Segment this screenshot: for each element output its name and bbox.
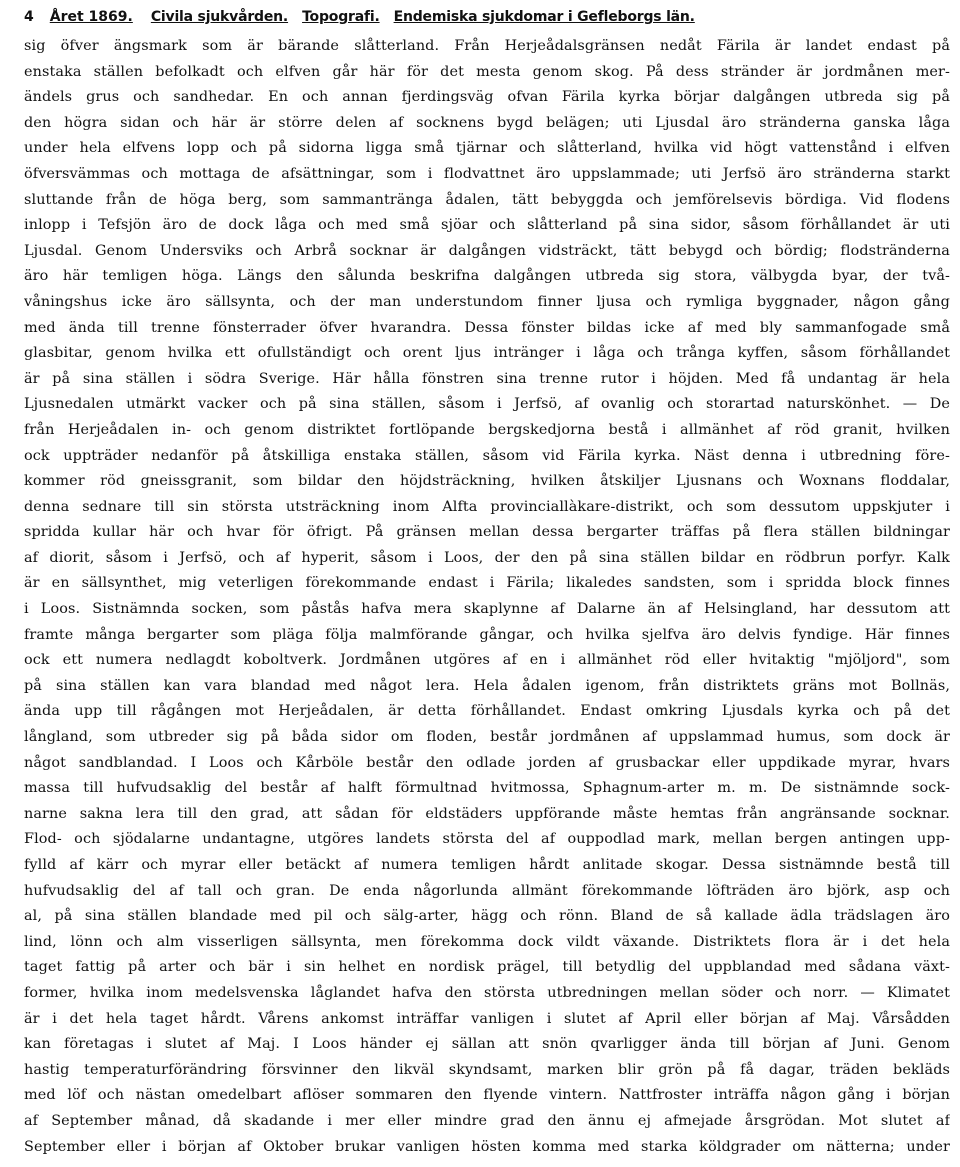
text-line: taget fattig på arter och bär i sin helhet en nordisk prägel, till betydlig del uppblandad med sådana växt-	[24, 959, 950, 976]
text-line: med löf och nästan omedelbart aflöser sommaren den flyende vintern. Nattfroster inträffa någon gång i början	[24, 1087, 950, 1104]
text-line: af diorit, såsom i Jerfsö, och af hyperit, såsom i Loos, der den på sina ställen bildar en rödbrun porfyr. Kalk	[24, 549, 950, 566]
text-line: den högra sidan och här är större delen af socknens bygd belägen; uti Ljusdal äro stränderna ganska låga	[24, 114, 950, 131]
text-line: fylld af kärr och myrar eller betäckt af numera temligen hårdt anlitade skogar. Dessa sistnämnde bestå till	[24, 857, 950, 873]
header-section-civil-medical-care: Civila sjukvården.	[150, 9, 289, 25]
text-line: ock ett numera nedlagdt koboltverk. Jordmånen utgöres af en i allmänhet röd eller hvitaktig "mjöljord", som	[24, 652, 950, 669]
text-line: Ljusnedalen utmärkt vacker och på sina ställen, såsom i Jerfsö, af ovanlig och storartad naturskönhet. — De	[24, 396, 950, 413]
text-line: af September månad, då skadande i mer eller mindre grad den ännu ej afmejade årsgrödan. Mot slutet af	[24, 1112, 950, 1129]
text-line: glasbitar, genom hvilka ett ofullständigt och orent ljus intränger i låga och trånga kyffen, såsom förhållandet	[24, 345, 950, 362]
header-section-endemic-diseases: Endemiska sjukdomar i Gefleborgs län.	[393, 9, 695, 25]
text-line: sig öfver ängsmark som är bärande slåtterland. Från Herjeådalsgränsen nedåt Färila är landet endast på	[24, 38, 950, 54]
text-line: hastig temperaturförändring försvinner den likväl skyndsamt, marken blir grön på få dagar, träden bekläds	[24, 1061, 950, 1078]
text-line: Flod- och sjödalarne undantagne, utgöres landets största del af ouppodlad mark, mellan bergen antingen upp-	[24, 831, 950, 848]
text-line: September eller i början af Oktober brukar vanligen hösten komma med starka köldgrader om nätterna; under	[24, 1138, 950, 1155]
text-line: ändels grus och sandhedar. En och annan fjerdingsväg ofvan Färila kyrka börjar dalgången utbreda sig på	[24, 89, 950, 106]
text-line: långland, som utbreder sig på båda sidor om floden, består jordmånen af uppslammad humus, som dock är	[24, 729, 950, 746]
text-line: öfversvämmas och mottaga de afsättningar, som i flodvattnet äro uppslammade; uti Jerfsö äro stränderna starkt	[24, 165, 950, 182]
text-line: kommer röd gneissgranit, som bildar den höjdsträckning, hvilken åtskiljer Ljusnans och Woxnans floddalar,	[24, 473, 950, 490]
text-line: är en sällsynthet, mig veterligen förekommande endast i Färila; likaledes sandsten, som i spridda block finnes	[24, 575, 950, 592]
page-number: 4	[24, 9, 34, 25]
text-line: ock uppträder nedanför på åtskilliga enstaka ställen, såsom vid Färila kyrka. Näst denna i utbredning före-	[24, 447, 950, 464]
text-line: något sandblandad. I Loos och Kårböle består den odlade jorden af grusbackar eller uppdikade myrar, hvars	[24, 754, 950, 771]
text-line: är i det hela taget hårdt. Vårens ankomst inträffar vanligen i slutet af April eller början af Maj. Vårsådden	[24, 1010, 950, 1027]
text-line: ända upp till rågången mot Herjeådalen, är detta förhållandet. Endast omkring Ljusdals kyrka och på det	[24, 703, 950, 720]
text-line: sluttande från de höga berg, som sammantränga ådalen, tätt bebyggda och jemförelsevis bördiga. Vid flodens	[24, 191, 950, 208]
text-line: former, hvilka inom medelsvenska låglandet hafva den största utbredningen mellan söder och norr. — Klimatet	[24, 984, 950, 1001]
text-line: äro här temligen höga. Längs den sålunda beskrifna dalgången utbreda sig stora, välbygda byar, der två-	[24, 268, 950, 285]
header-year: Året 1869.	[49, 9, 133, 25]
text-line: hufvudsaklig del af tall och gran. De enda någorlunda allmänt förekommande löfträden äro björk, asp och	[24, 882, 950, 899]
text-line: våningshus icke äro sällsynta, och der man understundom finner ljusa och rymliga byggnader, någon gång	[24, 293, 950, 310]
page-header	[24, 6, 950, 34]
text-line: med ända till trenne fönsterrader öfver hvarandra. Dessa fönster bildas icke af med bly sammanfogade små	[24, 319, 950, 336]
header-section-topography: Topografi.	[302, 9, 380, 25]
text-line: lind, lönn och alm visserligen sällsynta, men förekomma dock vildt växande. Distriktets flora är i det hela	[24, 933, 950, 950]
text-line: från Herjeådalen in- och genom distriktet fortlöpande bergskedjorna bestå i allmänhet af röd granit, hvilken	[24, 421, 950, 438]
text-line: framte många bergarter som pläga följa malmförande gångar, och hvilka sjelfva äro delvis fyndige. Här finnes	[24, 626, 950, 643]
text-line: på sina ställen kan vara blandad med något lera. Hela ådalen igenom, från distriktets gräns mot Bollnäs,	[24, 677, 950, 694]
text-line: är på sina ställen i södra Sverige. Här hålla fönstren sina trenne rutor i höjden. Med få undantag är hela	[24, 370, 950, 387]
text-line: denna sednare till sin största utsträckning inom Alfta provinciallàkare-distrikt, och som dessutom uppskjuter i	[24, 498, 950, 515]
text-line: massa till hufvudsaklig del består af halft förmultnad hvitmossa, Sphagnum-arter m. m. De sistnämnde sock-	[24, 780, 950, 797]
text-line: kan företagas i slutet af Maj. I Loos händer ej sällan att snön qvarligger ända till början af Juni. Genom	[24, 1036, 950, 1053]
text-line: under hela elfvens lopp och på sidorna ligga små tjärnar och slåtterland, hvilka vid högt vattenstånd i elfven	[24, 140, 950, 157]
text-line: spridda kullar här och hvar för öfrigt. På gränsen mellan dessa bergarter träffas på flera ställen bildningar	[24, 524, 950, 541]
text-line: narne sakna lera till den grad, att sådan för eldstäders uppförande måste hemtas från angränsande socknar.	[24, 805, 950, 822]
body-text	[24, 34, 950, 1160]
text-line: i Loos. Sistnämnda socken, som påstås hafva mera skaplynne af Dalarne än af Helsingland, har dessutom att	[24, 601, 950, 618]
text-line: inlopp i Tefsjön äro de dock låga och med små sjöar och slåtterland på sina sidor, såsom förhållandet är uti	[24, 217, 950, 234]
text-line: Ljusdal. Genom Undersviks och Arbrå socknar är dalgången vidsträckt, tätt bebygd och bördig; flodstränderna	[24, 242, 950, 259]
text-line: enstaka ställen befolkadt och elfven går här för det mesta genom skog. På dess stränder är jordmånen mer-	[24, 63, 950, 80]
text-line: al, på sina ställen blandade med pil och sälg-arter, hägg och rönn. Bland de så kallade ädla trädslagen äro	[24, 908, 950, 925]
